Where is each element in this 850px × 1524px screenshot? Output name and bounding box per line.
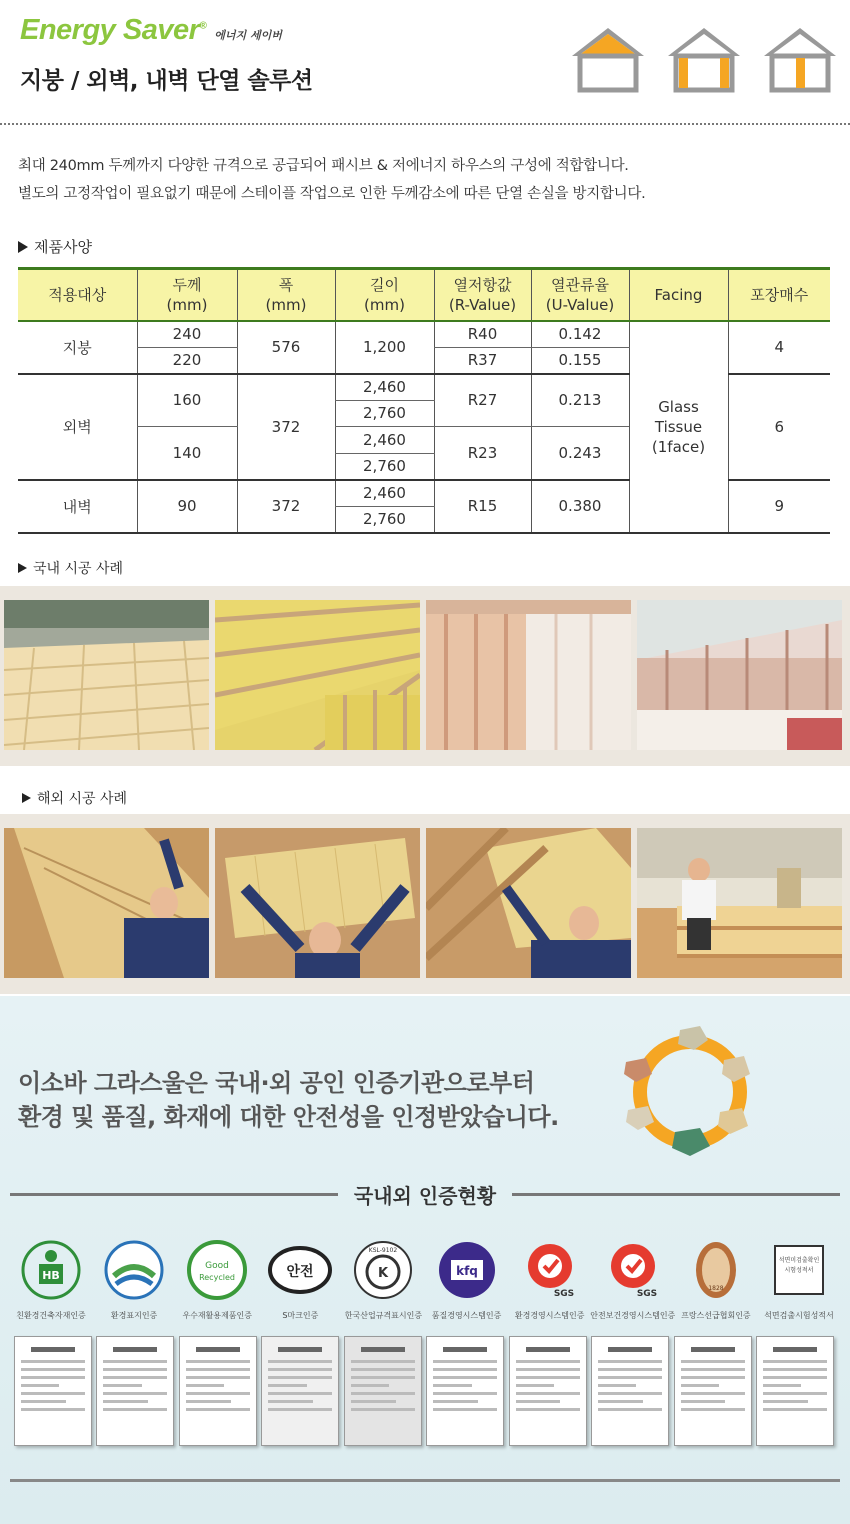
certificate-document [344,1336,422,1446]
spec-heading: 제품사양 [18,236,92,257]
col-uvalue: 열관류율 (U-Value) [531,269,629,321]
s-mark-icon [268,1238,332,1302]
table-row: 2,760 [18,453,830,480]
roof-house-icon [568,24,648,94]
row-label-inner: 내벽 [18,480,137,533]
overseas-photo-2 [215,828,420,978]
overseas-photo-4 [637,828,842,978]
table-row: 220 R37 0.155 [18,347,830,374]
certificate-document [756,1336,834,1446]
overseas-heading: 해외 시공 사례 [22,788,127,808]
asbestos-test-icon [767,1238,831,1302]
brand-korean: 에너지 세이버 [214,29,282,42]
certificate-document [96,1336,174,1446]
header-divider [0,123,850,125]
col-width: 폭 (mm) [237,269,335,321]
spec-table [18,267,830,534]
svg-text:SGS: SGS [553,1289,574,1299]
svg-text:HB: HB [42,1269,60,1282]
page-title: 지붕 / 외벽, 내벽 단열 솔루션 [20,68,313,94]
table-row: 140 2,460 R23 0.243 [18,427,830,454]
ks-icon [351,1238,415,1302]
table-row: 2,760 [18,400,830,427]
col-length: 길이 (mm) [335,269,434,321]
svg-text:시험성적서: 시험성적서 [784,1267,814,1274]
col-rvalue: 열저항값 (R-Value) [434,269,531,321]
brand-logo [20,14,282,47]
triangle-bullet-icon [18,241,28,253]
domestic-heading: 국내 시공 사례 [18,558,123,578]
col-facing: Facing [629,269,728,321]
overseas-photo-3 [426,828,631,978]
cert-logo: HB 친환경건축자재인증 [10,1238,92,1321]
certificate-document [179,1336,257,1446]
brand-name: Energy Saver® [20,14,207,46]
row-label-outer: 외벽 [18,374,137,480]
spec-header-row [18,269,830,321]
eco-label-icon [102,1238,166,1302]
overseas-photo-1 [4,828,209,978]
mineral-ring-icon [620,1022,760,1162]
certificate-document [14,1336,92,1446]
cert-logo-row [10,1238,840,1321]
svg-text:Recycled: Recycled [199,1273,236,1282]
ceiling-insulation-photo [215,600,420,750]
col-thickness: 두께 (mm) [137,269,237,321]
facing-cell: Glass Tissue (1face) [629,321,728,533]
cert-logo: 1828 프랑스선급협회인증 [675,1238,757,1321]
cert-logo: K KSL-9102 한국산업규격표시인증 [342,1238,424,1321]
col-target: 적용대상 [18,269,137,321]
intro-text [18,152,645,208]
cert-logo: kfq 품질경영시스템인증 [426,1238,508,1321]
roof-insulation-photo [4,600,209,750]
overseas-photo-strip [0,814,850,994]
cert-logo: SGS 환경경영시스템인증 [509,1238,591,1321]
cert-headline: 이소바 그라스울은 국내·외 공인 인증기관으로부터 환경 및 품질, 화재에 대한 안전성을 인정받았습니다. [18,1069,559,1131]
wall-insulation-photo [426,600,631,750]
svg-text:석면미검출확인: 석면미검출확인 [778,1257,820,1264]
hb-icon [19,1238,83,1302]
domestic-photo-strip [0,586,850,766]
cert-title-bar [10,1180,840,1208]
intro-line-2: 별도의 고정작업이 필요없기 때문에 스테이플 작업으로 인한 두께감소에 따른 단열 손실을 방지합니다. [18,186,646,202]
triangle-bullet-icon [18,563,27,573]
certificate-documents [14,1336,834,1446]
table-row: 외벽 160 372 2,460 R27 0.213 6 [18,374,830,401]
cert-logo: 환경표지인증 [93,1238,175,1321]
svg-text:SGS: SGS [636,1289,657,1299]
triangle-bullet-icon [22,793,31,803]
col-pack: 포장매수 [728,269,830,321]
cert-logo: 석면미검출확인 시험성적서 석면검출시험성적서 [758,1238,840,1321]
outer-wall-house-icon [664,24,744,94]
inner-wall-house-icon [760,24,840,94]
kfq-icon [435,1238,499,1302]
intro-line-1: 최대 240mm 두께까지 다양한 규격으로 공급되어 패시브 & 저에너지 하우스의 구성에 적합합니다. [18,158,629,174]
cert-logo: 안전 S마크인증 [259,1238,341,1321]
sgs-iso14001-icon [518,1238,582,1302]
certificate-document [509,1336,587,1446]
bureau-veritas-icon [684,1238,748,1302]
certificate-document [261,1336,339,1446]
table-row: 지붕 240 576 1,200 R40 0.142 Glass Tissue (1face) 4 [18,321,830,348]
sgs-ohsas-icon [601,1238,665,1302]
cert-logo: Good Recycled 우수재활용제품인증 [176,1238,258,1321]
svg-text:K: K [378,1266,389,1281]
certificate-document [674,1336,752,1446]
bottom-divider [10,1479,840,1482]
good-recycled-icon [185,1238,249,1302]
svg-text:kfq: kfq [455,1264,478,1278]
room-insulation-photo [637,600,842,750]
svg-text:안전: 안전 [286,1264,314,1280]
certificate-document [426,1336,504,1446]
table-row: 내벽 90 372 2,460 R15 0.380 9 [18,480,830,507]
application-icons [568,24,840,94]
table-row: 2,760 [18,506,830,533]
row-label-roof: 지붕 [18,321,137,374]
svg-text:Good: Good [205,1261,230,1271]
cert-title: 국내외 인증현황 [353,1183,497,1208]
certificate-document [591,1336,669,1446]
cert-logo: SGS 안전보건경영시스템인증 [592,1238,674,1321]
svg-text:1828: 1828 [708,1285,724,1292]
svg-text:KSL-9102: KSL-9102 [369,1247,398,1254]
